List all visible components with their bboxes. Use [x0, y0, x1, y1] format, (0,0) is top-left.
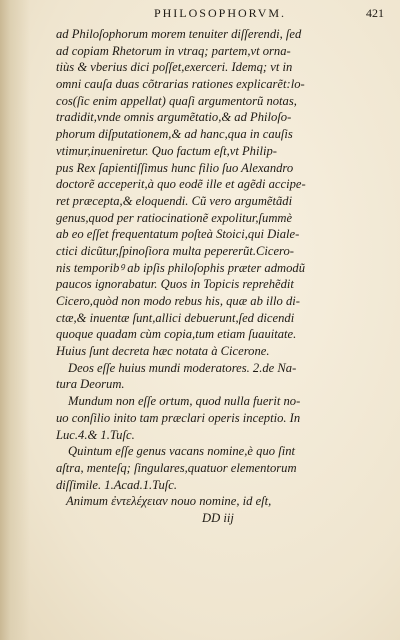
text-line: genus,quod per ratiocinationẽ expolitur,ſummè — [56, 210, 293, 225]
running-head-title: PHILOSOPHORVM. — [153, 6, 287, 20]
text-line: ab eo eſſet frequentatum poſteà Stoici,qui Diale- — [56, 227, 300, 242]
page-number: 421 — [366, 6, 384, 20]
text-line: quoque quadam cùm copia,tum etiam ſuauitate. — [56, 327, 297, 342]
text-line: pus Rex ſapientiſſimus hunc filio ſuo Alexandro — [56, 160, 294, 175]
text-line: ctici dicũtur,ſpinoſiora multa pepererũt.Cicero- — [56, 243, 294, 258]
text-line: ad Philoſophorum morem tenuiter diſſerendi, ſed — [56, 27, 302, 41]
quote-line: diſſimile. 1.Acad.1.Tuſc. — [56, 477, 178, 492]
quote-line: aſtra, menteſq; ſingulares,quatuor elementorum — [56, 460, 297, 475]
running-head — [70, 6, 390, 22]
body-text — [56, 26, 392, 527]
text-line: phorum diſputationem,& ad hanc,qua in cauſis — [56, 127, 293, 142]
quote-line: tura Deorum. — [56, 377, 125, 392]
text-line: ad copiam Rhetorum in vtraq; partem,vt orna- — [56, 43, 291, 58]
quote-line: Deos eſſe huius mundi moderatores. 2.de Na- — [68, 360, 297, 375]
text-line: Cicero,quòd non modo rebus his, quæ ab illo di- — [56, 294, 300, 308]
page-gutter-shadow — [0, 0, 30, 640]
text-line: nis temporibꝰ ab ipſis philoſophis præter admodũ — [56, 260, 306, 275]
text-line: ctæ,& inuentæ ſunt,allici debuerunt,ſed dicendi — [56, 310, 295, 325]
quote-line: Mundum non eſſe ortum, quod nulla fuerit no- — [68, 394, 301, 409]
text-line: vtimur,inueniretur. Quo factum eſt,vt Philip- — [56, 143, 277, 158]
text-line: tradidit,vnde omnis argumẽtatio,& ad Philoſo- — [56, 110, 292, 125]
text-line: paucos ignorabatur. Quos in Topicis reprehẽdit — [56, 277, 294, 292]
quote-line: uo conſilio inito tam præclari operis inceptio. In — [56, 410, 301, 425]
text-line: doctorẽ acceperit,à quo eodẽ ille et agẽdi accipe- — [56, 177, 306, 192]
text-line: ret præcepta,& eloquendi. Cũ vero argumẽtãdi — [56, 193, 293, 208]
text-line: tiùs & vberius dici poſſet,exerceri. Idemq; vt in — [56, 60, 293, 75]
text-line: omni cauſa duas cõtrarias rationes explicarẽt:lo- — [56, 77, 305, 92]
text-line: Huius ſunt decreta hæc notata à Cicerone. — [56, 344, 270, 359]
quote-line: Luc.4.& 1.Tuſc. — [56, 427, 135, 442]
signature-mark: DD iij — [202, 510, 234, 525]
quote-line: Quintum eſſe genus vacans nomine,è quo ſint — [68, 444, 295, 459]
text-line: cos(ſic enim appellat) quaſi argumentorũ notas, — [56, 93, 297, 108]
greek-line: Animum ἐντελέχειαν nouo nomine, id eſt, — [66, 494, 272, 509]
